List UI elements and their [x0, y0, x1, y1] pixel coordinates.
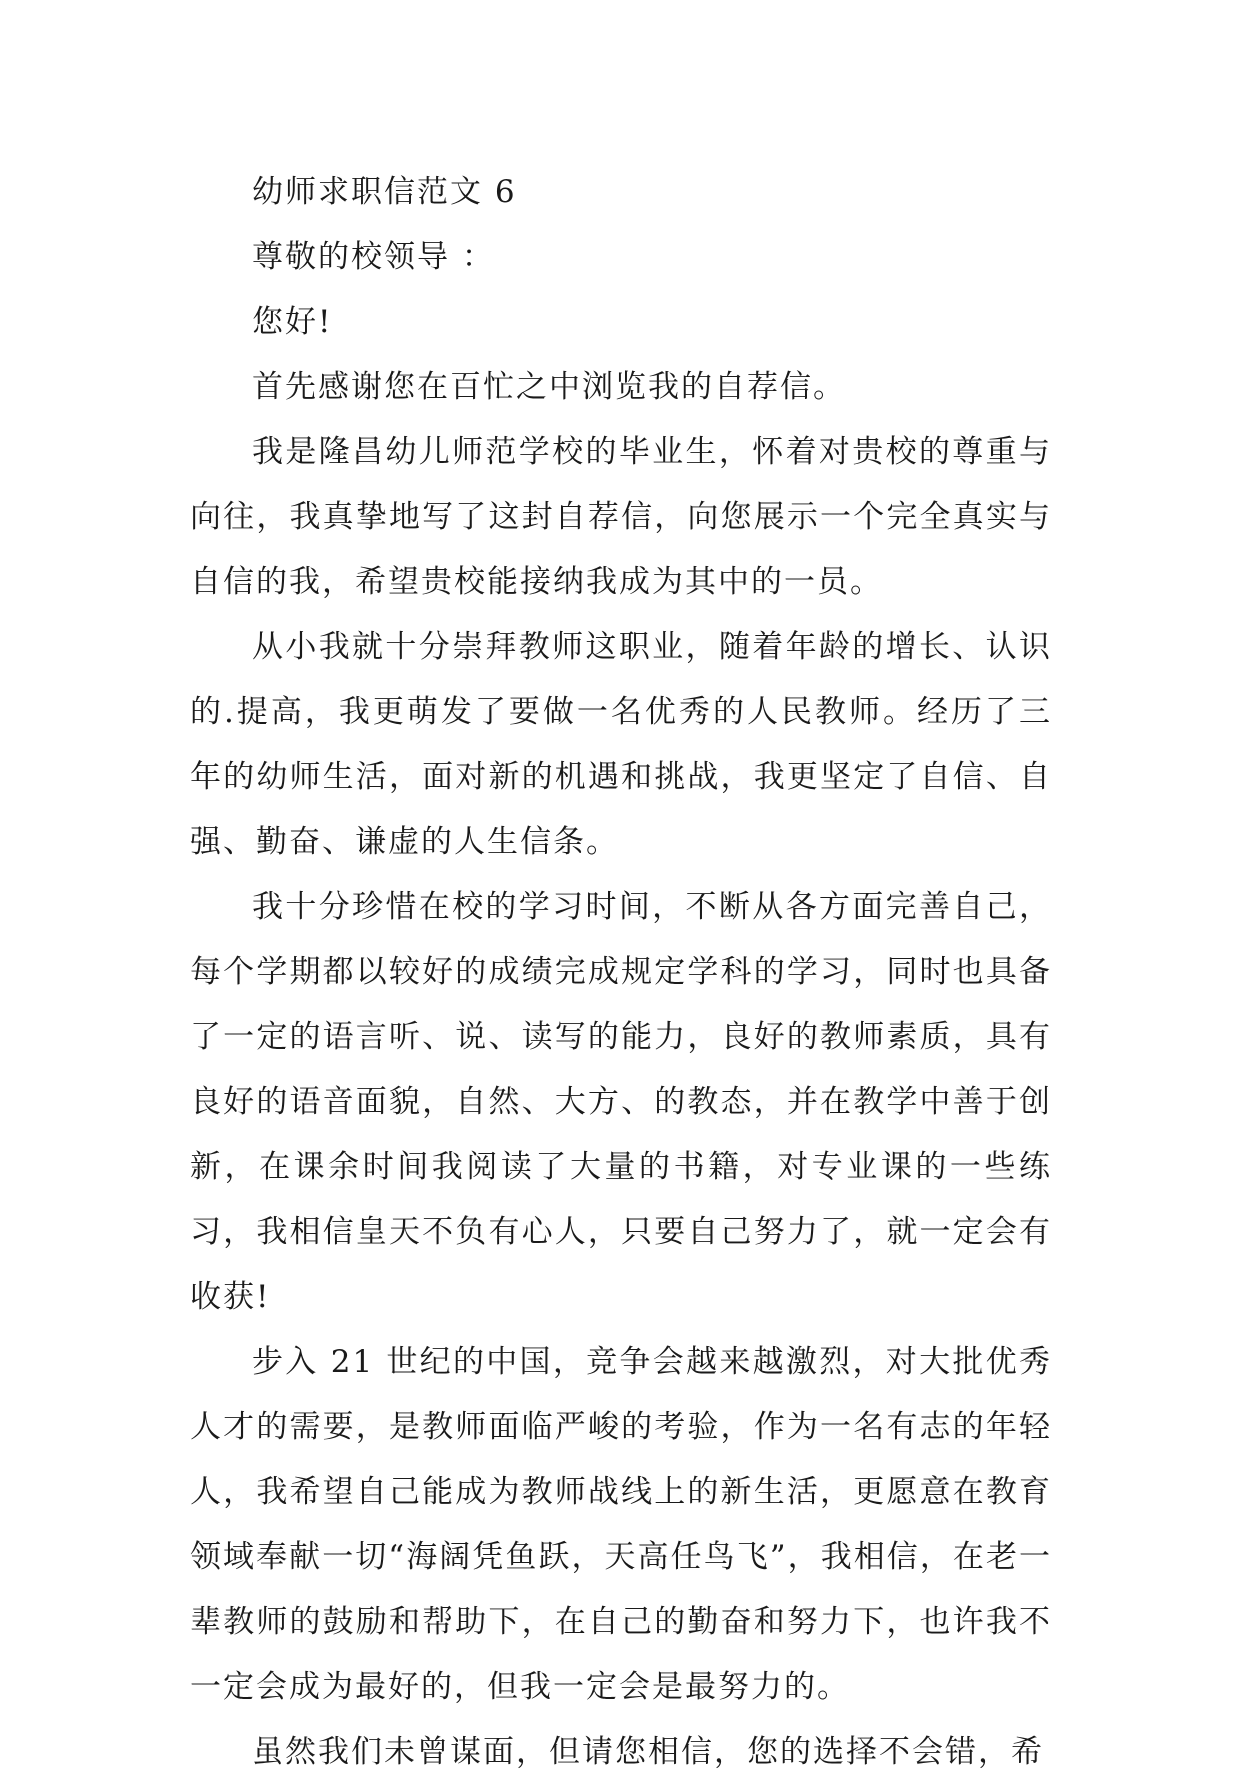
greeting: 您好!: [252, 304, 333, 340]
paragraph-commitment: 步入 21 世纪的中国，竞争会越来越激烈，对大批优秀人才的需要，是教师面临严峻的考验，作为一名有志的年轻人，我希望自己能成为教师战线上的新生活，更愿意在教育领域奉献一切“海阔凭鱼跃，天高任鸟飞”，我相信，在老一辈教师的鼓励和帮助下，在自己的勤奋和努力下，也许我不一定会成为最好的，但我一定会是最努力的。: [190, 1344, 1052, 1705]
paragraph-study: 我十分珍惜在校的学习时间，不断从各方面完善自己，每个学期都以较好的成绩完成规定学科的学习，同时也具备了一定的语言听、说、读写的能力，良好的教师素质，具有良好的语音面貌，自然、大方、的教态，并在教学中善于创新，在课余时间我阅读了大量的书籍，对专业课的一些练习，我相信皇天不负有心人，只要自己努力了，就一定会有收获!: [190, 889, 1052, 1315]
paragraph-closing: 虽然我们未曾谋面，但请您相信，您的选择不会错，希: [252, 1734, 1044, 1770]
paragraph-aspiration: 从小我就十分崇拜教师这职业，随着年龄的增长、认识的.提高，我更萌发了要做一名优秀的人民教师。经历了三年的幼师生活，面对新的机遇和挑战，我更坚定了自信、自强、勤奋、谦虚的人生信条。: [190, 629, 1052, 860]
document-title: 幼师求职信范文 6: [252, 174, 517, 210]
paragraph-thanks: 首先感谢您在百忙之中浏览我的自荐信。: [252, 369, 846, 405]
paragraph-introduction: 我是隆昌幼儿师范学校的毕业生，怀着对贵校的尊重与向往，我真挚地写了这封自荐信，向您展示一个完全真实与自信的我，希望贵校能接纳我成为其中的一员。: [190, 434, 1052, 600]
letter-body: [190, 160, 1052, 1785]
salutation: 尊敬的校领导 ：: [252, 239, 495, 275]
